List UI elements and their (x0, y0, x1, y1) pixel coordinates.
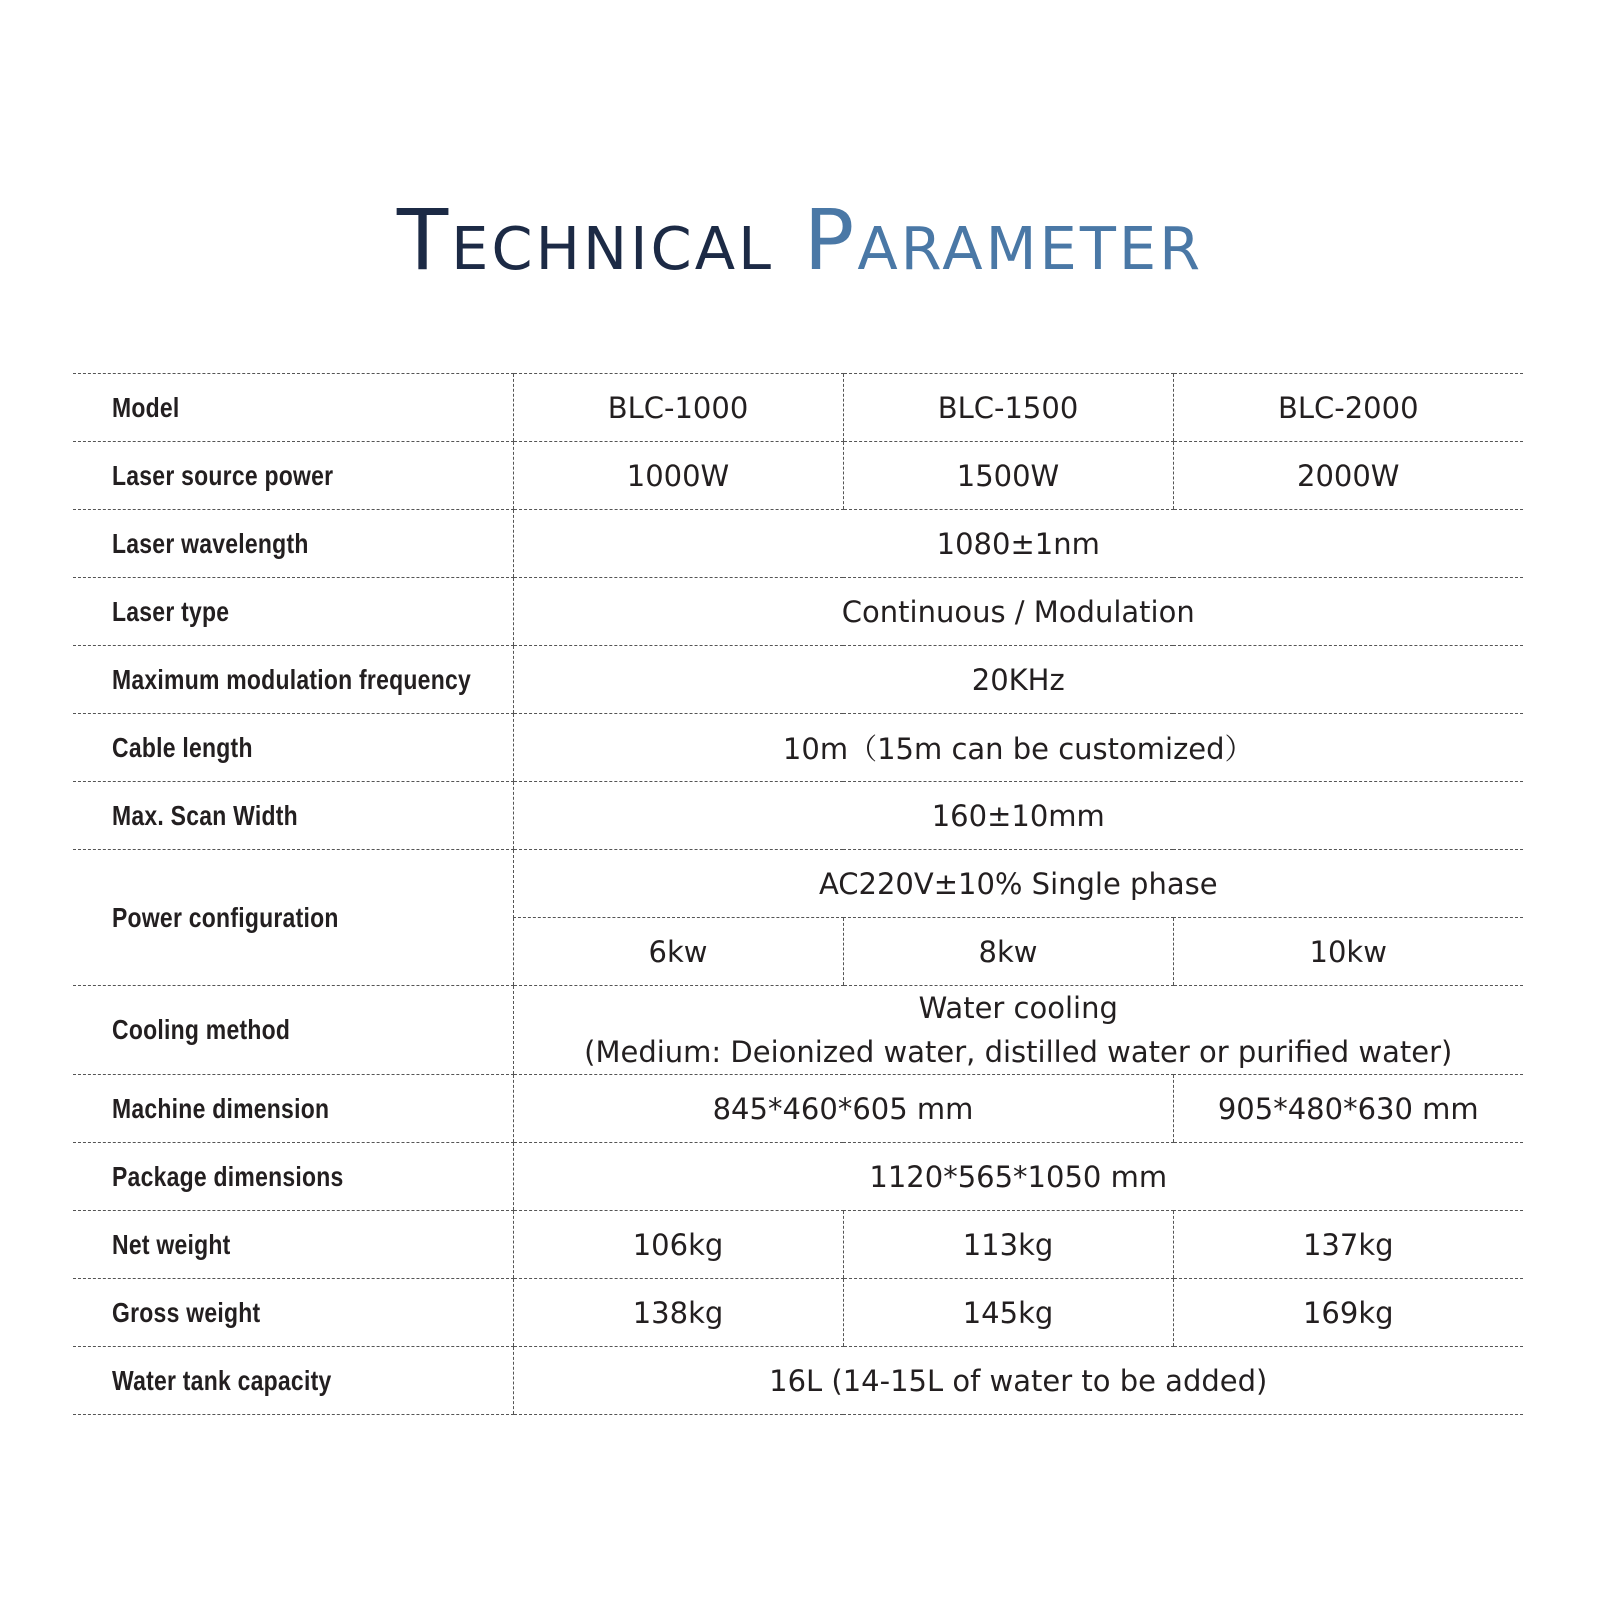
table-row-machine-dimension (73, 1075, 1523, 1143)
table-row-laser-source-power (73, 442, 1523, 510)
row-label: Max. Scan Width (73, 782, 513, 850)
net-weight-value-2: 113kg (843, 1211, 1173, 1279)
row-label: Package dimensions (73, 1143, 513, 1211)
cooling-method-line-1: Water cooling (918, 991, 1118, 1025)
table-row-model (73, 374, 1523, 442)
row-label: Gross weight (73, 1279, 513, 1347)
row-label: Machine dimension (73, 1075, 513, 1143)
spec-table (73, 373, 1523, 1415)
table-row-net-weight (73, 1211, 1523, 1279)
power-kw-value-2: 8kw (843, 918, 1173, 986)
table-row-package-dimensions (73, 1143, 1523, 1211)
model-value-2: BLC-1500 (843, 374, 1173, 442)
table-row-cable-length (73, 714, 1523, 782)
row-label: Laser type (73, 578, 513, 646)
row-label: Maximum modulation frequency (73, 646, 513, 714)
row-label: Water tank capacity (73, 1347, 513, 1415)
table-row-power-configuration (73, 850, 1523, 918)
table-row-max-modulation-frequency (73, 646, 1523, 714)
cable-length-value: 10m（15m can be customized） (513, 714, 1523, 782)
row-label: Laser wavelength (73, 510, 513, 578)
power-value-3: 2000W (1173, 442, 1523, 510)
model-value-3: BLC-2000 (1173, 374, 1523, 442)
table-row-water-tank-capacity (73, 1347, 1523, 1415)
machine-dimension-small: 845*460*605 mm (513, 1075, 1173, 1143)
scan-width-value: 160±10mm (513, 782, 1523, 850)
net-weight-value-3: 137kg (1173, 1211, 1523, 1279)
row-label: Net weight (73, 1211, 513, 1279)
row-label: Cooling method (73, 986, 513, 1075)
cooling-method-value (513, 986, 1523, 1075)
row-label: Model (73, 374, 513, 442)
model-value-1: BLC-1000 (513, 374, 843, 442)
table-row-laser-wavelength (73, 510, 1523, 578)
power-kw-value-1: 6kw (513, 918, 843, 986)
table-row-max-scan-width (73, 782, 1523, 850)
package-dimensions-value: 1120*565*1050 mm (513, 1143, 1523, 1211)
machine-dimension-large: 905*480*630 mm (1173, 1075, 1523, 1143)
gross-weight-value-1: 138kg (513, 1279, 843, 1347)
power-kw-value-3: 10kw (1173, 918, 1523, 986)
power-value-2: 1500W (843, 442, 1173, 510)
water-tank-value: 16L (14-15L of water to be added) (513, 1347, 1523, 1415)
gross-weight-value-3: 169kg (1173, 1279, 1523, 1347)
row-label: Laser source power (73, 442, 513, 510)
laser-type-value: Continuous / Modulation (513, 578, 1523, 646)
page-title (0, 191, 1600, 289)
wavelength-value: 1080±1nm (513, 510, 1523, 578)
cooling-method-line-2: (Medium: Deionized water, distilled water or purified water) (584, 1035, 1453, 1069)
modulation-frequency-value: 20KHz (513, 646, 1523, 714)
row-label: Cable length (73, 714, 513, 782)
gross-weight-value-2: 145kg (843, 1279, 1173, 1347)
table-row-gross-weight (73, 1279, 1523, 1347)
table-row-cooling-method (73, 986, 1523, 1075)
power-supply-value: AC220V±10% Single phase (513, 850, 1523, 918)
net-weight-value-1: 106kg (513, 1211, 843, 1279)
row-label: Power configuration (73, 850, 513, 986)
title-part-parameter: Parameter (803, 191, 1204, 289)
power-value-1: 1000W (513, 442, 843, 510)
table-row-laser-type (73, 578, 1523, 646)
title-part-technical: Technical (396, 191, 774, 289)
